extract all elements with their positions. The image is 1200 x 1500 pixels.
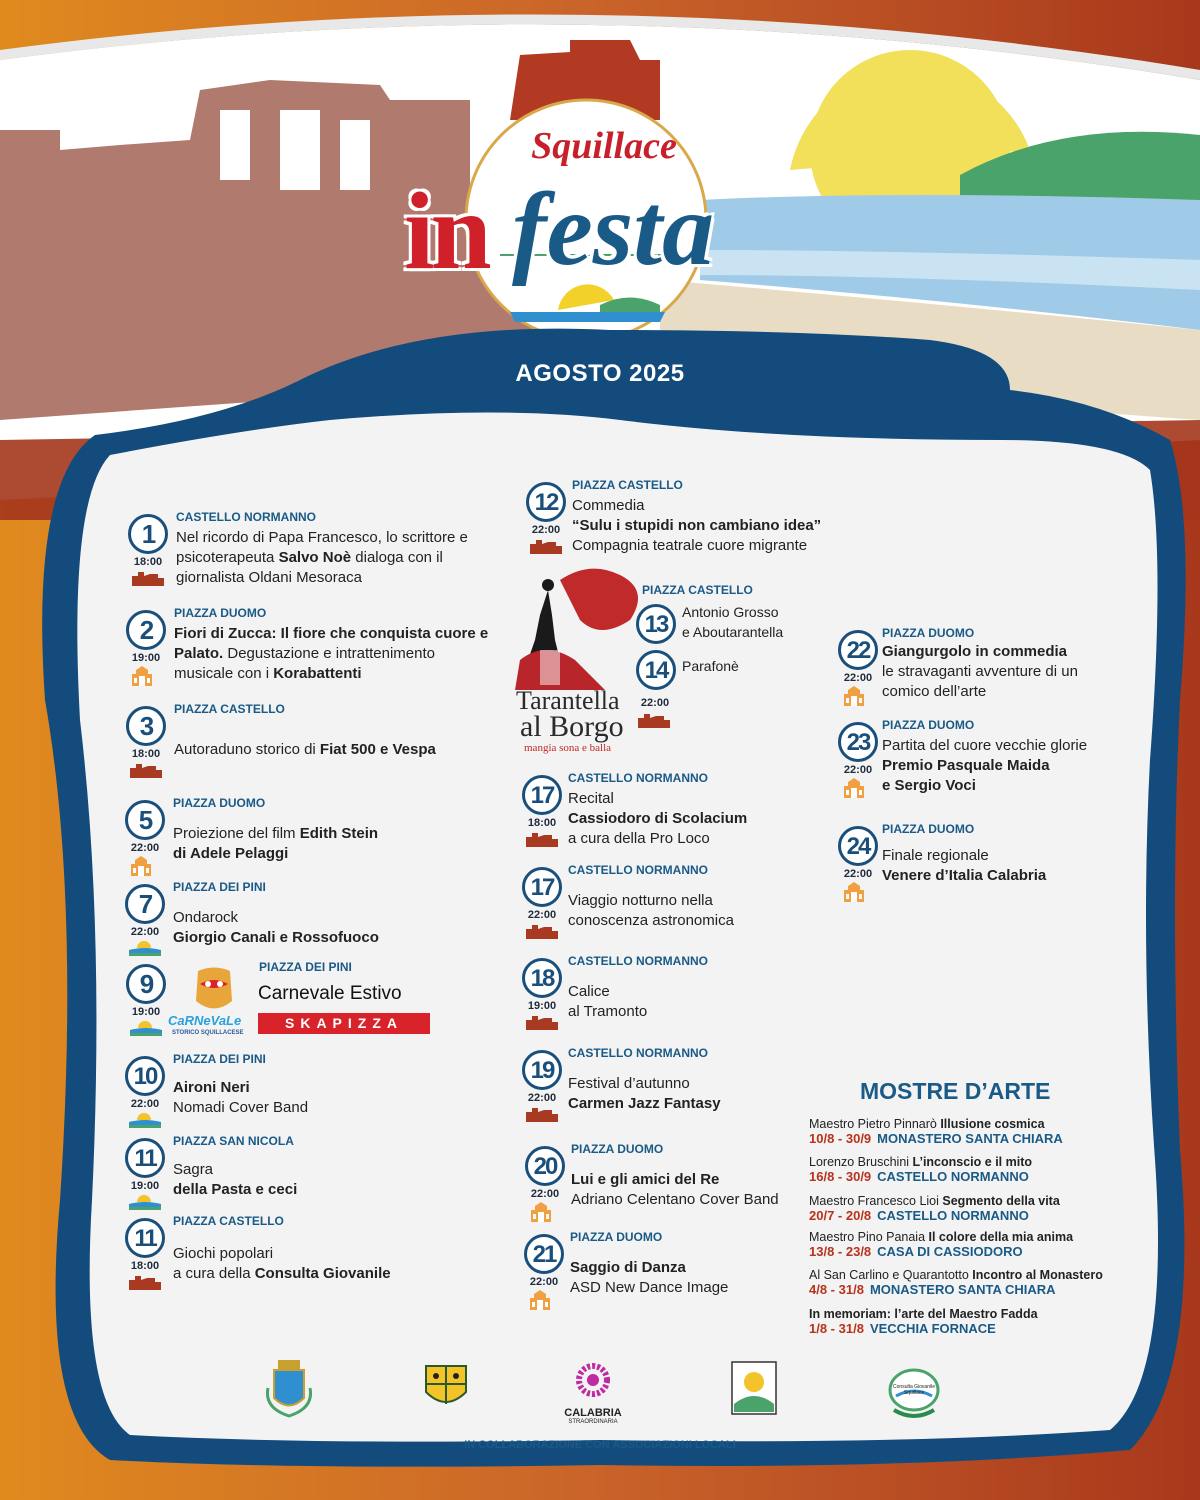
event-description (174, 624, 488, 684)
event-description-line: della Pasta e ceci (173, 1181, 298, 1198)
event-description-line: Finale regionale (882, 847, 989, 864)
castle-icon (129, 1274, 161, 1295)
event-description-line: Venere d’Italia Calabria (882, 867, 1047, 884)
mostra-title: In memoriam: l’arte del Maestro Fadda (809, 1307, 1038, 1321)
church-icon (842, 882, 866, 907)
castle-icon (530, 538, 562, 559)
event-venue: PIAZZA DUOMO (570, 1230, 663, 1244)
event-description-line: ASD New Dance Image (570, 1279, 729, 1296)
event-venue: CASTELLO NORMANNO (568, 771, 708, 785)
consulta-giovanile-logo (884, 1366, 944, 1427)
event-venue: PIAZZA CASTELLO (173, 1214, 284, 1228)
mostra-place: CASA DI CASSIODORO (877, 1244, 1023, 1259)
event-description (572, 496, 821, 556)
calabria-sublabel: STRAORDINARIA (568, 1419, 618, 1425)
event-description (882, 736, 1087, 796)
event-description-line: Commedia (572, 497, 645, 514)
event-description-line: giornalista Oldani Mesoraca (176, 569, 362, 586)
event-description-line: psicoterapeuta Salvo Noè dialoga con il (176, 549, 443, 566)
event-day-number: 17 (522, 775, 562, 815)
mostra-place: CASTELLO NORMANNO (877, 1169, 1029, 1184)
event-time: 18:00 (130, 1260, 160, 1272)
event-description (173, 908, 379, 948)
event-venue: PIAZZA DUOMO (882, 718, 975, 732)
event-description-line: Nel ricordo di Papa Francesco, lo scrittore e (176, 529, 468, 546)
church-icon (842, 686, 866, 711)
event-description-line: Lui e gli amici del Re (571, 1171, 720, 1188)
event-description-line: di Adele Pelaggi (173, 845, 289, 862)
event-day-number: 13 (636, 604, 676, 644)
event-description-line: conoscenza astronomica (568, 912, 734, 929)
event-description (882, 846, 1046, 886)
church-icon (528, 1290, 552, 1315)
event-description-line: comico dell’arte (882, 683, 987, 700)
carnevale-name: Carnevale Estivo (258, 983, 402, 1004)
tarantella-act-line: e Aboutarantella (682, 624, 784, 640)
event-day-number: 17 (522, 867, 562, 907)
beach-icon (130, 1020, 162, 1041)
castle-icon (638, 712, 670, 733)
collaboration-footer: IN COLLABORAZIONE CON ASSOCIAZIONI LOCALI (464, 1439, 736, 1451)
event-day-number: 23 (838, 722, 878, 762)
calabria-flower-icon (558, 1362, 628, 1402)
event-time: 22:00 (843, 672, 873, 684)
mostra-dates-place (809, 1244, 1023, 1259)
event-description (570, 1258, 728, 1298)
carnevale-mask-icon (188, 966, 240, 1016)
event-description (568, 982, 647, 1022)
event-description-line: Festival d’autunno (568, 1075, 690, 1092)
event-time: 22:00 (527, 1092, 557, 1104)
skapizza-logo: SKAPIZZA (258, 1013, 430, 1034)
event-description (571, 1170, 779, 1210)
event-description-line: Proiezione del film Edith Stein (173, 825, 379, 842)
mostra-dates-place (809, 1208, 1029, 1223)
event-day-number: 24 (838, 826, 878, 866)
event-description (173, 1244, 391, 1284)
event-day-number: 19 (522, 1050, 562, 1090)
carnevale-logo-text: CaRNeVaLe (168, 1013, 242, 1028)
beach-icon (129, 940, 161, 961)
event-description-line: Premio Pasquale Maida (882, 757, 1050, 774)
mostra-title: Al San Carlino e Quarantotto Incontro al Monastero (809, 1268, 1103, 1282)
event-venue: PIAZZA DEI PINI (259, 960, 352, 974)
event-venue: PIAZZA SAN NICOLA (173, 1134, 294, 1148)
event-description-line: Giochi popolari (173, 1245, 274, 1262)
regione-calabria-crest-icon (422, 1362, 470, 1412)
event-venue: CASTELLO NORMANNO (568, 954, 708, 968)
month-banner: AGOSTO 2025 (515, 360, 685, 387)
event-description-line: Giangurgolo in commedia (882, 643, 1068, 660)
event-description-line: Viaggio notturno nella (568, 892, 713, 909)
event-description (568, 789, 747, 849)
event-time: 22:00 (527, 909, 557, 921)
event-time: 19:00 (131, 652, 161, 664)
event-day-number: 3 (126, 706, 166, 746)
mostra-dates-place (809, 1131, 1063, 1146)
event-description-line: Carmen Jazz Fantasy (568, 1095, 721, 1112)
event-description-line: musicale con i Korabattenti (174, 665, 362, 682)
event-description-line: Fiori di Zucca: Il fiore che conquista cuore e (174, 625, 489, 642)
event-description (173, 1078, 308, 1118)
mostra-dates-place (809, 1282, 1056, 1297)
castle-icon (526, 923, 558, 944)
event-venue: PIAZZA DEI PINI (173, 1052, 266, 1066)
comune-squillace-crest-icon (264, 1358, 314, 1418)
event-day-number: 14 (636, 650, 676, 690)
castle-icon (526, 831, 558, 852)
event-venue: PIAZZA DUOMO (174, 606, 267, 620)
tarantella-subtitle: mangia sona e balla (524, 742, 612, 754)
event-time: 22:00 (843, 764, 873, 776)
mostra-dates: 16/8 - 30/9 (809, 1169, 872, 1184)
tarantella-act-line: Parafonè (682, 658, 739, 674)
event-description-line: Partita del cuore vecchie glorie (882, 737, 1088, 754)
associazione-logo-icon (730, 1360, 778, 1416)
event-description (174, 740, 436, 760)
church-icon (129, 856, 153, 881)
event-day-number: 18 (522, 958, 562, 998)
mostra-dates: 4/8 - 31/8 (809, 1282, 864, 1297)
event-description (882, 642, 1078, 702)
castle-icon (130, 762, 162, 783)
event-day-number: 11 (125, 1218, 165, 1258)
tarantella-title (516, 686, 624, 743)
event-description-line: Saggio di Danza (570, 1259, 686, 1276)
event-description-line: Giorgio Canali e Rossofuoco (173, 929, 379, 946)
event-venue: PIAZZA DUOMO (571, 1142, 664, 1156)
mostra-dates: 20/7 - 20/8 (809, 1208, 872, 1223)
consulta-label: Consulta Giovanile Squillace (893, 1384, 935, 1396)
event-description-line: Adriano Celentano Cover Band (571, 1191, 779, 1208)
event-description-line: a cura della Pro Loco (568, 830, 710, 847)
calabria-label: CALABRIA (564, 1407, 622, 1419)
event-time: 19:00 (131, 1006, 161, 1018)
event-description (176, 528, 468, 588)
event-venue: PIAZZA DUOMO (882, 626, 975, 640)
event-day-number: 9 (126, 964, 166, 1004)
event-description (568, 891, 734, 931)
event-day-number: 5 (125, 800, 165, 840)
event-description-line: “Sulu i stupidi non cambiano idea” (572, 517, 822, 534)
event-venue: CASTELLO NORMANNO (568, 863, 708, 877)
event-description-line: al Tramonto (568, 1003, 648, 1020)
church-icon (529, 1202, 553, 1227)
event-venue: PIAZZA DUOMO (173, 796, 266, 810)
event-time: 22:00 (531, 524, 561, 536)
event-venue: CASTELLO NORMANNO (176, 510, 316, 524)
event-day-number: 11 (125, 1138, 165, 1178)
mostra-dates: 13/8 - 23/8 (809, 1244, 872, 1259)
logo-in: in (404, 170, 488, 292)
event-time: 22:00 (530, 1188, 560, 1200)
event-description-line: Palato. Degustazione e intrattenimento (174, 645, 435, 662)
event-day-number: 21 (524, 1234, 564, 1274)
event-description-line: Recital (568, 790, 614, 807)
tarantella-act (682, 656, 739, 676)
event-time: 19:00 (130, 1180, 160, 1192)
event-description-line: Aironi Neri (173, 1079, 250, 1096)
event-time: 22:00 (130, 842, 160, 854)
event-day-number: 7 (125, 884, 165, 924)
event-time: 22:00 (843, 868, 873, 880)
mostra-place: MONASTERO SANTA CHIARA (877, 1131, 1063, 1146)
mostra-dates-place (809, 1321, 996, 1336)
tarantella-venue: PIAZZA CASTELLO (642, 583, 753, 597)
event-day-number: 22 (838, 630, 878, 670)
mostra-dates-place (809, 1169, 1029, 1184)
event-time: 19:00 (527, 1000, 557, 1012)
event-description-line: Nomadi Cover Band (173, 1099, 309, 1116)
beach-icon (129, 1194, 161, 1215)
tarantella-act (682, 602, 783, 642)
event-day-number: 1 (128, 514, 168, 554)
mostra-title: Maestro Pietro Pinnarò Illusione cosmica (809, 1117, 1045, 1131)
event-description-line: a cura della Consulta Giovanile (173, 1265, 391, 1282)
mostra-place: VECCHIA FORNACE (869, 1321, 996, 1336)
event-venue: PIAZZA CASTELLO (174, 702, 285, 716)
event-description-line: e Sergio Voci (882, 777, 976, 794)
mostra-place: CASTELLO NORMANNO (877, 1208, 1029, 1223)
event-description (173, 824, 378, 864)
event-time: 22:00 (130, 926, 160, 938)
beach-icon (129, 1112, 161, 1133)
mostra-dates: 10/8 - 30/9 (809, 1131, 872, 1146)
event-day-number: 2 (126, 610, 166, 650)
church-icon (130, 666, 154, 691)
castle-icon (526, 1106, 558, 1127)
event-venue: PIAZZA CASTELLO (572, 478, 683, 492)
event-time: 18:00 (133, 556, 163, 568)
event-description (568, 1074, 721, 1114)
event-description-line: Ondarock (173, 909, 239, 926)
event-day-number: 12 (526, 482, 566, 522)
event-time: 18:00 (131, 748, 161, 760)
mostra-title: Maestro Francesco Lioi Segmento della vita (809, 1194, 1060, 1208)
mostra-title: Lorenzo Bruschini L’inconscio e il mito (809, 1155, 1032, 1169)
event-description (173, 1160, 297, 1200)
event-time: 22:00 (529, 1276, 559, 1288)
mostre-title: MOSTRE D’ARTE (860, 1078, 1051, 1104)
event-description-line: Calice (568, 983, 610, 1000)
carnevale-logo-subtitle: STORICO SQUILLACESE (172, 1030, 244, 1036)
event-day-number: 20 (525, 1146, 565, 1186)
mostra-place: MONASTERO SANTA CHIARA (869, 1282, 1056, 1297)
mostra-dates: 1/8 - 31/8 (809, 1321, 864, 1336)
event-description-line: le stravaganti avventure di un (882, 663, 1078, 680)
event-day-number: 10 (125, 1056, 165, 1096)
event-description-line: Compagnia teatrale cuore migrante (572, 537, 808, 554)
event-description-line: Autoraduno storico di Fiat 500 e Vespa (174, 741, 436, 758)
town-name: Squillace (531, 125, 677, 167)
calabria-straordinaria-logo (558, 1362, 628, 1425)
logo-festa: festa (512, 172, 715, 287)
event-time: 22:00 (130, 1098, 160, 1110)
tarantella-act-line: Antonio Grosso (682, 604, 779, 620)
church-icon (842, 778, 866, 803)
castle-icon (132, 570, 164, 591)
tarantella-title-line1: Tarantella (516, 686, 620, 715)
event-description-line: Sagra (173, 1161, 214, 1178)
mostra-title: Maestro Pino Panaia Il colore della mia anima (809, 1230, 1074, 1244)
tarantella-title-line2: al Borgo (520, 710, 624, 743)
castle-icon (526, 1014, 558, 1035)
event-venue: PIAZZA DUOMO (882, 822, 975, 836)
event-venue: CASTELLO NORMANNO (568, 1046, 708, 1060)
event-description-line: Cassiodoro di Scolacium (568, 810, 748, 827)
event-venue: PIAZZA DEI PINI (173, 880, 266, 894)
event-time: 18:00 (527, 817, 557, 829)
tarantella-time: 22:00 (640, 697, 670, 709)
